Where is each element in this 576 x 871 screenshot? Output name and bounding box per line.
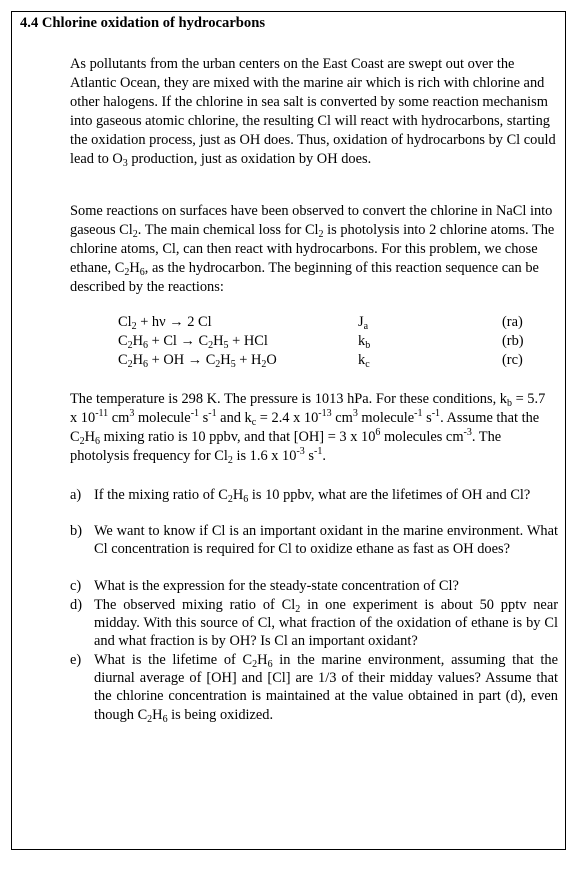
problem-title: 4.4 Chlorine oxidation of hydrocarbons (20, 15, 266, 31)
question-item (70, 651, 558, 724)
question-text: If the mixing ratio of $C_2H_6$ is 10 ppbv, what are the lifetimes of OH and Cl? (94, 487, 531, 505)
question-letter: d) (70, 597, 82, 613)
conditions-paragraph: The temperature is 298 K. The pressure is 1013 hPa. For these conditions, $k_b = 5.7$ x $10^{-11}$ $cm^3$ molecule$^{-1}$ $s^{-1}$ and $k_c = 2.4$ x $10^{-13}$ $cm^3$ molecule$^{-1}$ $s^{-1}$. Assume that the $C_2H_6$ mixing ratio is 10 ppbv, and that [OH] = 3 x $10^6$ molecules $cm^{-3}$. The photolysis frequency for $Cl_2$ is 1.6 x $10^{-3}$ $s^{-1}$. (70, 391, 546, 466)
question-text: What is the lifetime of $C_2H_6$ in the marine environment, assuming that the diurnal average of [OH] and [Cl] are 1/3 of their midday values? Assume that the chlorine concentration is maintained at the value obtained in part (d), even though $C_2H_6$ is being oxidized. (94, 652, 558, 725)
reaction-label: (ra) (502, 314, 523, 330)
question-text: What is the expression for the steady-state concentration of Cl? (94, 578, 459, 594)
question-text: The observed mixing ratio of $Cl_2$ in one experiment is about 50 pptv near midday. With this source of Cl, what fraction of the oxidation of ethane is by Cl and what fraction is by OH? Is Cl an important oxidant? (94, 597, 558, 650)
reaction-intro-paragraph: Some reactions on surfaces have been observed to convert the chlorine in NaCl into gaseous $Cl_2$. The main chemical loss for $Cl_2$ is photolysis into 2 chlorine atoms. The chlorine atoms, Cl, can then react with hydrocarbons. For this problem, we chose ethane, $C_2H_6$, as the hydrocarbon. The beginning of this reaction sequence can be described by the reactions: (70, 203, 555, 295)
question-letter: e) (70, 652, 82, 668)
rate-constant: $k_c$ (358, 352, 370, 370)
question-item (70, 522, 558, 558)
question-letter: b) (70, 523, 82, 539)
reaction-label: (rc) (502, 352, 523, 368)
rate-constant: $k_b$ (358, 333, 371, 351)
reaction-row (118, 333, 528, 352)
reaction-row (118, 314, 528, 333)
question-text: We want to know if Cl is an important oxidant in the marine environment. What Cl concentration is required for Cl to oxidize ethane as fast as OH does? (94, 523, 558, 558)
question-item (70, 596, 558, 651)
reaction-equation: $C_2H_6 + Cl \to C_2H_5$ + HCl (118, 333, 268, 351)
question-item (70, 577, 558, 595)
question-letter: c) (70, 578, 82, 594)
question-item (70, 486, 558, 504)
reaction-row (118, 352, 528, 371)
question-letter: a) (70, 487, 82, 503)
reaction-equation: $Cl_2 + h\nu \to 2$ Cl (118, 314, 212, 332)
reaction-label: (rb) (502, 333, 524, 349)
reaction-equation: $C_2H_6$ + OH → $C_2H_5 + H_2O$ (118, 352, 277, 370)
intro-paragraph: As pollutants from the urban centers on the East Coast are swept out over the Atlantic Ocean, they are mixed with the marine air which is rich with chlorine and other halogens. If the chlorine in sea salt is converted by some reaction mechanism into gaseous atomic chlorine, the resulting Cl will react with hydrocarbons, starting the oxidation process, just as OH does. Thus, oxidation of hydrocarbons by Cl could lead to $O_3$ production, just as oxidation by OH does. (70, 56, 556, 169)
rate-constant: $J_a$ (358, 314, 369, 332)
